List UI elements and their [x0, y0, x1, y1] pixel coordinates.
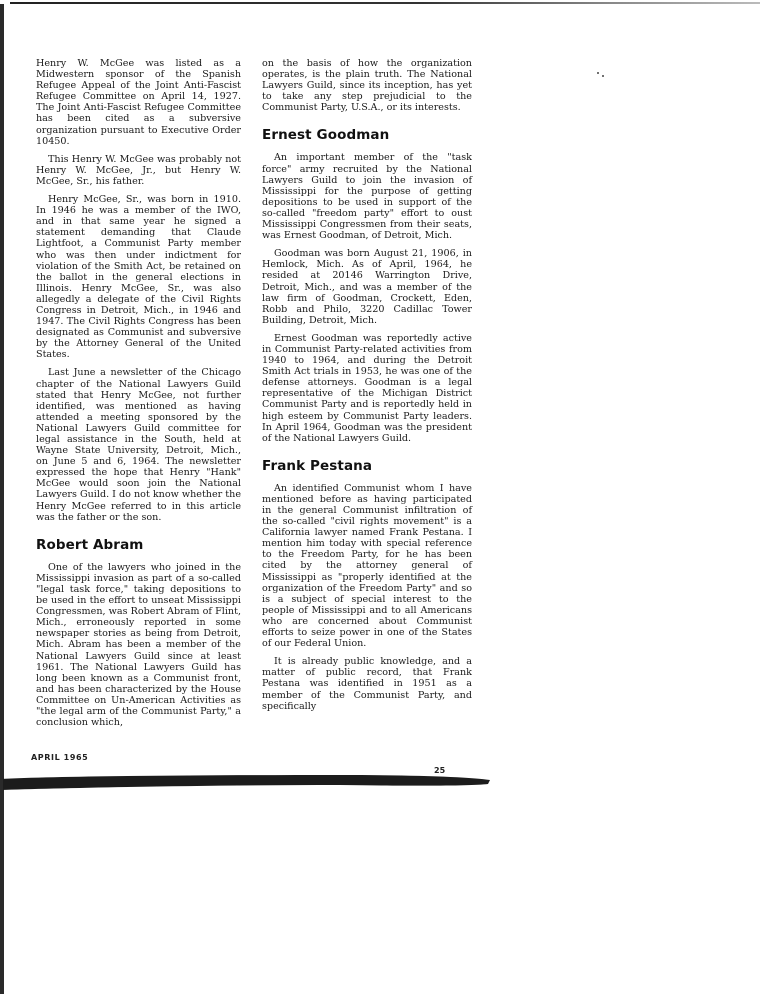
- section-heading-robert-abram: Robert Abram: [36, 536, 144, 553]
- paragraph: An important member of the "task force" army recruited by the National Lawyers Guild to join the invasion of Mississippi for the purpose of getting depositions to be used in support of the so-called "freedom party" effort to oust Mississippi Congressmen from their seats, was Ernest Goodman, of Detroit, Mich.: [262, 152, 472, 242]
- paragraph: Henry McGee, Sr., was born in 1910. In 1946 he was a member of the IWO, and in that same year he signed a statement demanding that Claude Lightfoot, a Communist Party member who was then under indictment for violation of the Smith Act, be retained on the ballot in the general elections in Illinois. Henry McGee, Sr., was also allegedly a delegate of the Civil Rights Congress in Detroit, Mich., in 1946 and 1947. The Civil Rights Congress has been designated as Communist and subversive by the Attorney General of the United States.: [36, 194, 241, 361]
- paragraph: Henry W. McGee was listed as a Midwestern sponsor of the Spanish Refugee Appeal of the Joint Anti-Fascist Refugee Committee on April 14, 1927. The Joint Anti-Fascist Refugee Committee has been cited as a subversive organization pursuant to Executive Order 10450.: [36, 58, 241, 147]
- paragraph: Ernest Goodman was reportedly active in Communist Party-related activities from 1940 to 1964, and during the Detroit Smith Act trials in 1953, he was one of the defense attorneys. Goodman is a legal representative of the Michigan District Communist Party and is reportedly held in high esteem by Communist Party leaders. In April 1964, Goodman was the president of the National Lawyers Guild.: [262, 332, 472, 444]
- footer-date: APRIL 1965: [31, 753, 89, 762]
- left-column: [36, 58, 241, 735]
- paragraph: Goodman was born August 21, 1906, in Hemlock, Mich. As of April, 1964, he resided at 20146 Warrington Drive, Detroit, Mich., and was a member of the law firm of Goodman, Crockett, Eden, Robb and Philo, 3220 Cadillac Tower Building, Detroit, Mich.: [262, 248, 472, 326]
- page-number: 25: [434, 766, 446, 775]
- paragraph: This Henry W. McGee was probably not Henry W. McGee, Jr., but Henry W. McGee, Sr., his father.: [36, 153, 241, 187]
- paragraph: An identified Communist whom I have mentioned before as having participated in the general Communist infiltration of the so-called "civil rights movement" is a California lawyer named Frank Pestana. I mention him today with special reference to the Freedom Party, for he has been cited by the attorney general of Mississippi as "properly identified at the organization of the Freedom Party" and so is a subject of special interest to the people of Mississippi and to all Americans who are concerned about Communist efforts to seize power in one of the States of our Federal Union.: [262, 482, 472, 650]
- section-heading-ernest-goodman: Ernest Goodman: [262, 127, 390, 144]
- right-column: [262, 58, 472, 719]
- scan-speck: [597, 72, 604, 77]
- paragraph: It is already public knowledge, and a matter of public record, that Frank Pestana was identified in 1951 as a member of the Communist Party, and specifically: [262, 656, 472, 712]
- paragraph: Last June a newsletter of the Chicago chapter of the National Lawyers Guild stated that Henry McGee, not further identified, was mentioned as having attended a meeting sponsored by the National Lawyers Guild committee for legal assistance in the South, held at Wayne State University, Detroit, Mich., on June 5 and 6, 1964. The newsletter expressed the hope that Henry "Hank" McGee would soon join the National Lawyers Guild. I do not know whether the Henry McGee referred to in this article was the father or the son.: [36, 367, 242, 523]
- top-scan-edge: [10, 2, 760, 4]
- section-heading-frank-pestana: Frank Pestana: [262, 457, 373, 474]
- left-scan-edge: [0, 4, 4, 994]
- paragraph: One of the lawyers who joined in the Mississippi invasion as part of a so-called "legal task force," taking depositions to be used in the effort to unseat Mississippi Congressmen, was Robert Abram of Flint, Mich., erroneously reported in some newspaper stories as being from Detroit, Mich. Abram has been a member of the National Lawyers Guild since at least 1961. The National Lawyers Guild has long been known as a Communist front, and has been characterized by the House Committee on Un-American Activities as "the legal arm of the Communist Party," a conclusion which,: [36, 561, 241, 729]
- paragraph: on the basis of how the organization operates, is the plain truth. The National Lawyers Guild, since its inception, has yet to take any step prejudicial to the Communist Party, U.S.A., or its interests.: [262, 58, 472, 114]
